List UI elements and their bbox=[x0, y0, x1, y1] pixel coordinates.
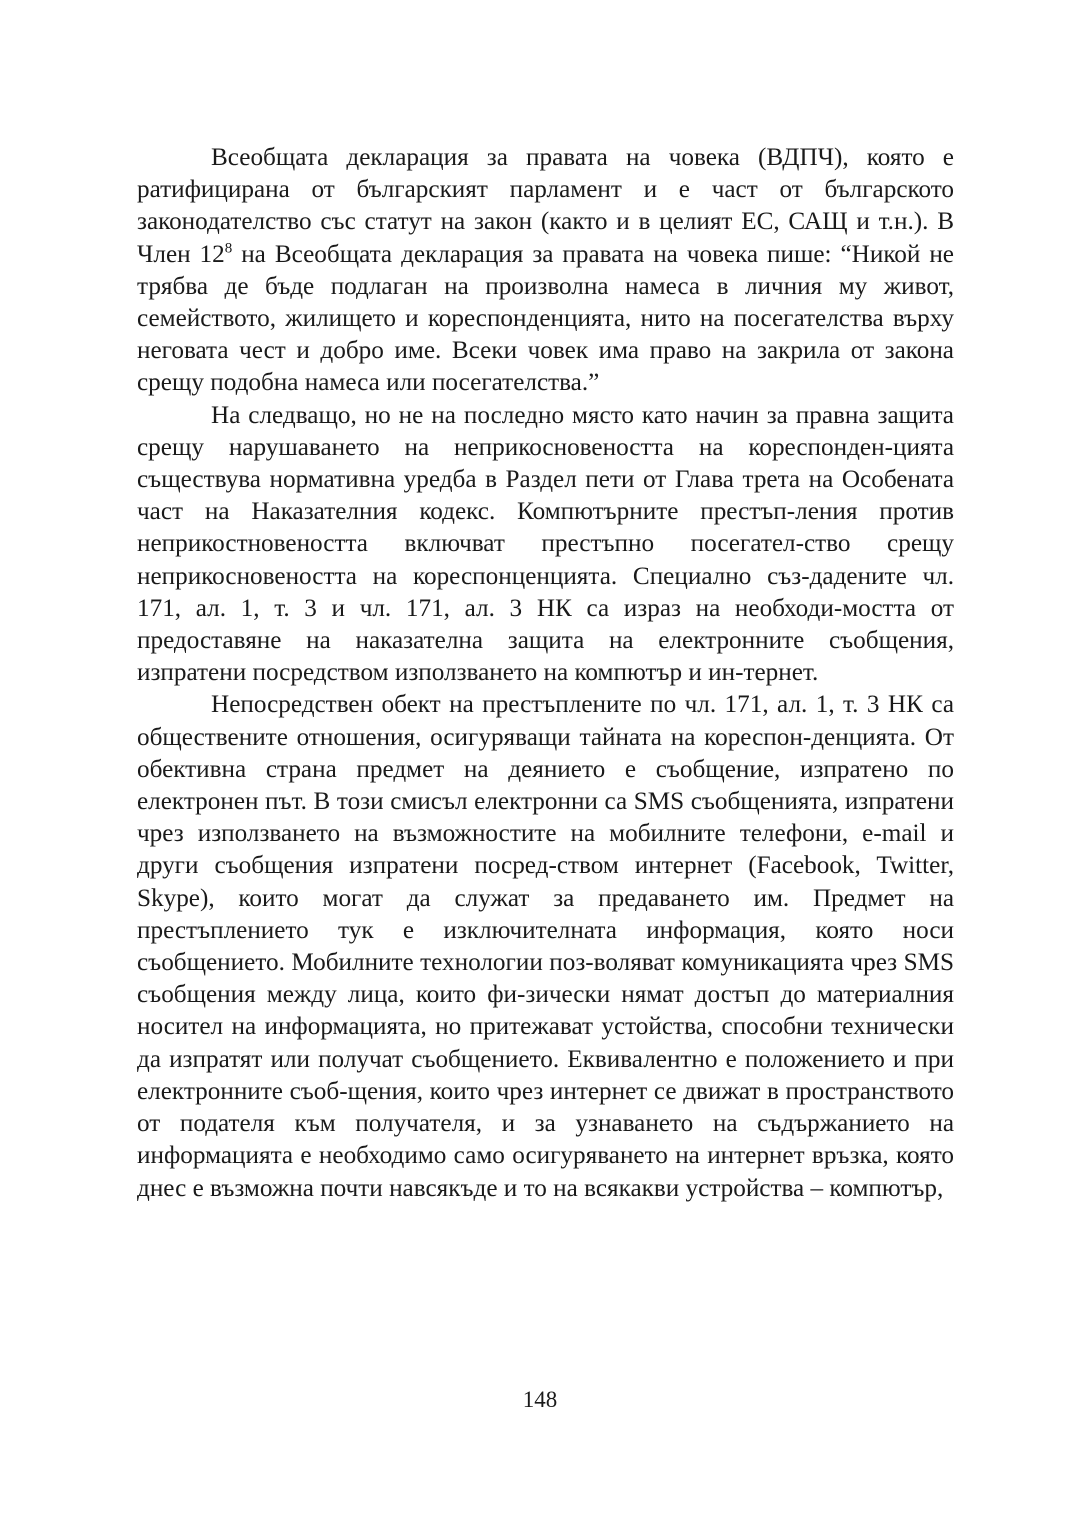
body-text bbox=[137, 142, 954, 1205]
paragraph-2: На следващо, но не на последно място като начин за правна защита срещу нарушаването на неприкосновеността на кореспонден-цията съществува нормативна уредба в Раздел пети от Глава трета на Особената част на Наказателния кодекс. Компютърните престъп-ления против неприкостновеността включват престъпно посегател-ство срещу неприкосновеността на кореспонценцията. Специално съз-дадените чл. 171, ал. 1, т. 3 и чл. 171, ал. 3 НК са израз на необходи-мостта от предоставяне на наказателна защита на електронните съобщения, изпратени посредством използването на компютър и ин-тернет. bbox=[137, 401, 954, 687]
paragraph-1-text-start: Всеобщата декларация за правата на човека (ВДПЧ), която е ратифицирана от българският парламент и е част от българското законодателство със статут на закон (както и в целият ЕС, САЩ и т.н.). В Член 12 bbox=[137, 144, 954, 268]
paragraph-1-text-end: на Всеобщата декларация за правата на човека пише: “Никой не трябва де бъде подлаган на произволна намеса в личния му живот, семейството, жилището и кореспонденцията, нито на посегателства върху неговата чест и добро име. Всеки човек има право на закрила от закона срещу подобна намеса или посегателства.” bbox=[137, 240, 954, 397]
paragraph-3: Непосредствен обект на престъплените по чл. 171, ал. 1, т. 3 НК са обществените отношения, осигуряващи тайната на кореспон-денцията. От обективна страна предмет на деянието е съобщение, изпратено по електронен път. В този смисъл електронни са SMS съобщенията, изпратени чрез използването на възможностите на мобилните телефони, e-mail и други съобщения изпратени посред-ством интернет (Facebook, Twitter, Skype), които могат да служат за предаването им. Предмет на престъплението тук е изключителната информация, която носи съобщението. Мобилните технологии поз-воляват комуникацията чрез SMS съобщения между лица, които фи-зически нямат достъп до материалния носител на информацията, но притежават устойства, способни технически да изпратят или получат съобщението. Еквивалентно е положението и при електронните съоб-щения, които чрез интернет се движат в пространството от подателя към получателя, и за узнаването на съдържанието на информацията е необходимо само осигуряването на интернет връзка, която днес е възможна почти навсякъде и то на всякакви устройства – компютър, bbox=[137, 691, 954, 1202]
footnote-reference: 8 bbox=[224, 240, 233, 257]
page-number: 148 bbox=[522, 1387, 558, 1412]
paragraph-1 bbox=[137, 142, 954, 400]
